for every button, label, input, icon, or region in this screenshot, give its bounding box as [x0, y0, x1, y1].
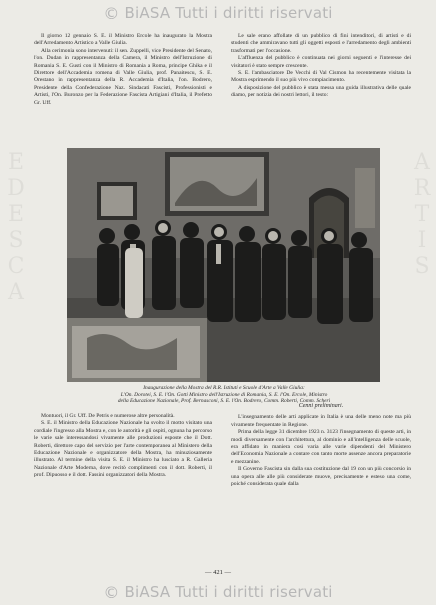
article-column-bottom-left — [34, 413, 212, 480]
watermark-text: BiASA Tutti i diritti riservati — [124, 583, 333, 601]
copyright-icon: © — [103, 3, 120, 23]
watermark-top — [0, 2, 436, 24]
paragraph: S. E. il Ministro della Educazione Nazionale ha svolto il motto visitato una cordiale l'ingresso alla Mostra e, con le autorità e gli ospiti, ognuna ha percorso le varie sale interessandosi vivamente alle produzioni esposte che il Dott. Roberti, direttore capo del servizio per l'arte contemporanea al Ministero della Educazione Nazionale e organizzatore della Mostra, ha minuziosamente illustrato. Al termine della visita S. E. il Ministro ha lusciato a R. Galleria Nazionale d'Arte Moderna, dove recitò complimenti con il dott. Roberti, il prof. Dipuosso e il dott. Fassini organizzatori della Mostra. — [34, 420, 212, 479]
article-column-bottom-right — [231, 403, 411, 488]
embossed-stamp-left: E D E S C A — [7, 150, 25, 305]
inauguration-photo — [67, 148, 380, 382]
paragraph: A disposizione del pubblico è stata messa una guida illustrativa delle quale diamo, per notizia dei nostri lettori, il testo: — [231, 84, 411, 99]
caption-line: Inaugurazione della Mostra del R.R. Istituti e Scuole d'Arte a Valle Giulia: — [143, 385, 305, 391]
article-column-top-left — [34, 33, 212, 107]
section-heading: Cenni preliminari. — [298, 403, 344, 409]
paragraph: Alla cerimonia sono intervenuti: il sen. Zuppelli, vice Presidente del Senato, l'on. Dudan in rappresentanza della Camera, il Ministro dell'Istruzione di Romania S. E. Gusti con il Ministro di Romania a Roma, principe Ghika e il Direttore dell'Accademia romena di Valle Giulia, prof. Panaitescu, S. E. Orestano in rappresentanza della R. Accademia d'Italia, l'on. Bodrero, Presidente della Confederazione Naz. Sindacati Fascisti, Professionisti e Artisti, l'On. Buronzo per la Federazione Fascista Artigiani d'Italia, il Prefetto Gr. Uff. — [34, 47, 212, 106]
paragraph: S. E. l'ambasciatore De Vecchi di Val Cismon ha recentemente visitata la Mostra esprimendo il suo più vivo compiacimento. — [231, 70, 411, 84]
paragraph: L'insegnamento delle arti applicate in Italia è una delle meno note ma più vivamente frequentate in Regione. — [231, 414, 411, 428]
paragraph: Il giorno 12 gennaio S. E. il Ministro Ercole ha inaugurato la Mostra dell'Arredamento Artistico a Valle Giulia. — [34, 33, 212, 47]
copyright-icon: © — [103, 582, 120, 602]
caption-line: della Educazione Nazionale, Prof. Bernasconi, S. E. l'On. Bodrero, Comm. Roberti, Comm. Scheri — [117, 398, 331, 405]
paragraph: Prima della legge 31 dicembre 1923 n. 3123 l'insegnamento di queste arti, in modi diversamente con l'architettura, al dominio e all'intelligenza delle scuole, era affidato in maniera così varia alle varie dipendenti del Ministero dell'Economia Nazionale a contare con tanto morte assenze ancora preparatorie e mezzanine. — [231, 429, 411, 465]
paragraph: L'affluenza del pubblico è continuata nei giorni seguenti e l'interesse dei visitatori è stato sempre crescente. — [231, 55, 411, 69]
paragraph: Il Governo Fascista sin dalla sua costituzione dal 19 con un più concorsio in una opera alle alle più considerate muove, precisamente e esteso una come, poiché considerata quale dalla — [231, 466, 411, 488]
article-column-top-right — [231, 33, 411, 100]
paragraph: Le sale erano affollate di un pubblico di fini intenditori, di artisti e di studenti che ammiravano tutti gli oggetti esposti e l'arredamento degli ambienti trasformati per l'occasione. — [231, 33, 411, 54]
caption-line: L'On. Dorotei, S. E. l'On. Gotti Ministro dell'Istruzione di Romania, S. E. l'On. Ercole, Ministro — [120, 391, 328, 398]
watermark-bottom — [0, 581, 436, 603]
paragraph: Montuori, il Gr. Uff. De Petris e numerose altre personalità. — [41, 413, 175, 419]
photo-caption — [70, 385, 378, 405]
watermark-text: BiASA Tutti i diritti riservati — [124, 4, 333, 22]
page-number: — 421 — — [205, 569, 231, 576]
embossed-stamp-right: A R T I S — [413, 150, 431, 279]
